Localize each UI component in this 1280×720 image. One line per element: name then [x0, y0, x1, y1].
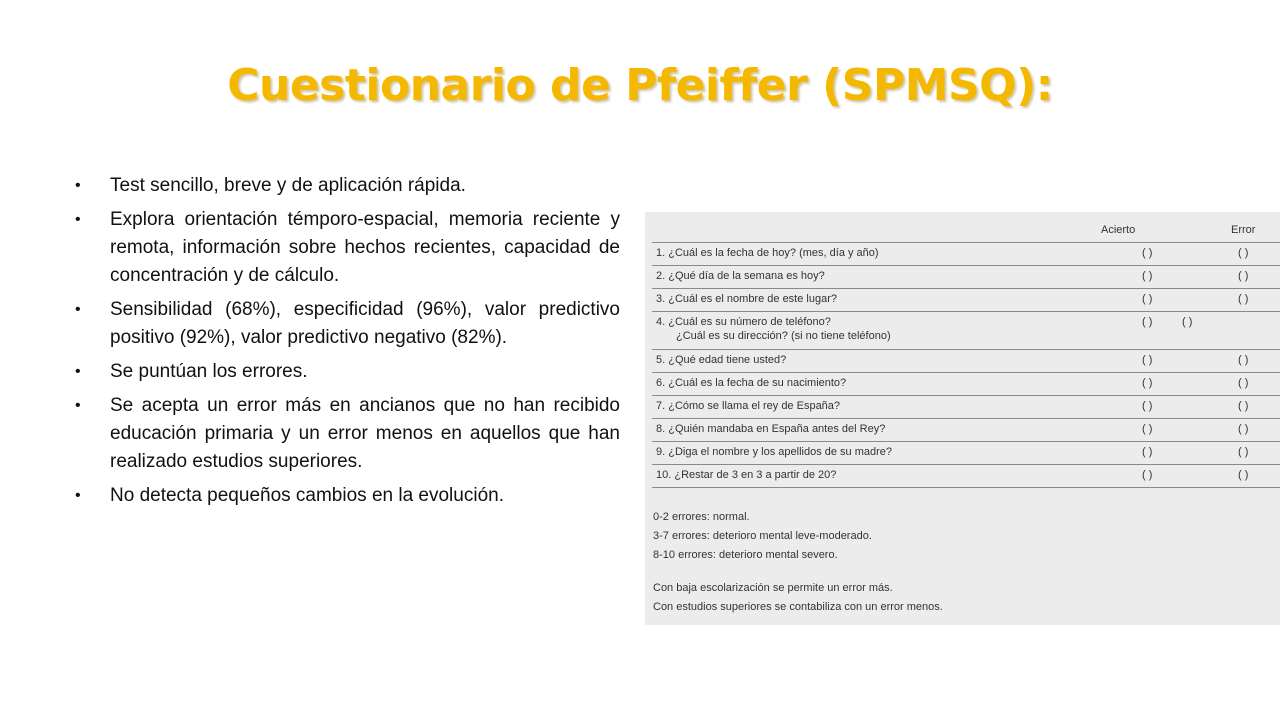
bullet-item [70, 358, 620, 386]
bullet-text: Sensibilidad (68%), especificidad (96%), valor predictivo positivo (92%), valor predictivo negativo (82%). [110, 299, 620, 348]
bullet-glyph: • [75, 177, 81, 194]
bullet-list [70, 172, 620, 516]
column-header-error: Error [1231, 224, 1256, 236]
bullet-glyph: • [75, 301, 81, 318]
bullet-item [70, 392, 620, 476]
note-spacer [653, 565, 943, 579]
acierto-mark: ( ) [1142, 293, 1153, 305]
question-text: 10. ¿Restar de 3 en 3 a partir de 20? [656, 469, 837, 481]
table-row [652, 465, 1280, 487]
table-divider [652, 487, 1280, 488]
question-text: 5. ¿Qué edad tiene usted? [656, 354, 787, 366]
table-row [652, 419, 1280, 441]
bullet-item [70, 172, 620, 200]
bullet-glyph: • [75, 397, 81, 414]
pfeiffer-table-image [645, 212, 1280, 625]
acierto-mark: ( ) [1142, 316, 1153, 328]
error-mark: ( ) [1238, 270, 1249, 282]
acierto-mark: ( ) [1142, 377, 1153, 389]
table-row [652, 266, 1280, 288]
table-row [652, 373, 1280, 395]
error-mark: ( ) [1238, 446, 1249, 458]
acierto-mark: ( ) [1142, 247, 1153, 259]
note-line: 0-2 errores: normal. [653, 511, 750, 523]
bullet-item [70, 206, 620, 290]
bullet-glyph: • [75, 211, 81, 228]
table-row [652, 312, 1280, 348]
bullet-text: Test sencillo, breve y de aplicación rápida. [110, 175, 466, 196]
question-text: 6. ¿Cuál es la fecha de su nacimiento? [656, 377, 847, 389]
acierto-mark: ( ) [1142, 270, 1153, 282]
scoring-notes [653, 508, 943, 617]
error-mark: ( ) [1238, 293, 1249, 305]
acierto-mark-alt: ( ) [1182, 316, 1193, 328]
table-row [652, 396, 1280, 418]
acierto-mark: ( ) [1142, 423, 1153, 435]
error-mark: ( ) [1238, 400, 1249, 412]
error-mark: ( ) [1238, 469, 1249, 481]
question-text: 4. ¿Cuál es su número de teléfono? [656, 316, 831, 328]
bullet-text: Se acepta un error más en ancianos que no han recibido educación primaria y un error menos en aquellos que han realizado estudios superiores. [110, 395, 620, 472]
question-text: 1. ¿Cuál es la fecha de hoy? (mes, día y año) [656, 247, 879, 259]
question-text: 9. ¿Diga el nombre y los apellidos de su madre? [656, 446, 893, 458]
error-mark: ( ) [1238, 423, 1249, 435]
bullet-item [70, 296, 620, 352]
acierto-mark: ( ) [1142, 400, 1153, 412]
error-mark: ( ) [1238, 247, 1249, 259]
bullet-glyph: • [75, 487, 81, 504]
question-text-line-2: ¿Cuál es su dirección? (si no tiene teléfono) [676, 330, 891, 342]
acierto-mark: ( ) [1142, 469, 1153, 481]
acierto-mark: ( ) [1142, 446, 1153, 458]
table-row [652, 442, 1280, 464]
note-line: 8-10 errores: deterioro mental severo. [653, 549, 838, 561]
bullet-glyph: • [75, 363, 81, 380]
note-line: Con baja escolarización se permite un error más. [653, 582, 893, 594]
bullet-item [70, 482, 620, 510]
table-row [652, 289, 1280, 311]
acierto-mark: ( ) [1142, 354, 1153, 366]
table-row [652, 243, 1280, 265]
question-text: 8. ¿Quién mandaba en España antes del Rey? [656, 423, 886, 435]
bullet-text: No detecta pequeños cambios en la evolución. [110, 485, 504, 506]
question-text: 7. ¿Cómo se llama el rey de España? [656, 400, 841, 412]
slide-title: Cuestionario de Pfeiffer (SPMSQ): [227, 60, 1053, 111]
note-line: Con estudios superiores se contabiliza con un error menos. [653, 601, 943, 613]
error-mark: ( ) [1238, 354, 1249, 366]
table-row [652, 350, 1280, 372]
note-line: 3-7 errores: deterioro mental leve-moderado. [653, 530, 872, 542]
bullet-text: Se puntúan los errores. [110, 361, 308, 382]
bullet-text: Explora orientación témporo-espacial, memoria reciente y remota, información sobre hechos recientes, capacidad de concentración y de cálculo. [110, 209, 620, 286]
error-mark: ( ) [1238, 377, 1249, 389]
question-text: 2. ¿Qué día de la semana es hoy? [656, 270, 825, 282]
question-text: 3. ¿Cuál es el nombre de este lugar? [656, 293, 837, 305]
column-header-acierto: Acierto [1101, 224, 1136, 236]
